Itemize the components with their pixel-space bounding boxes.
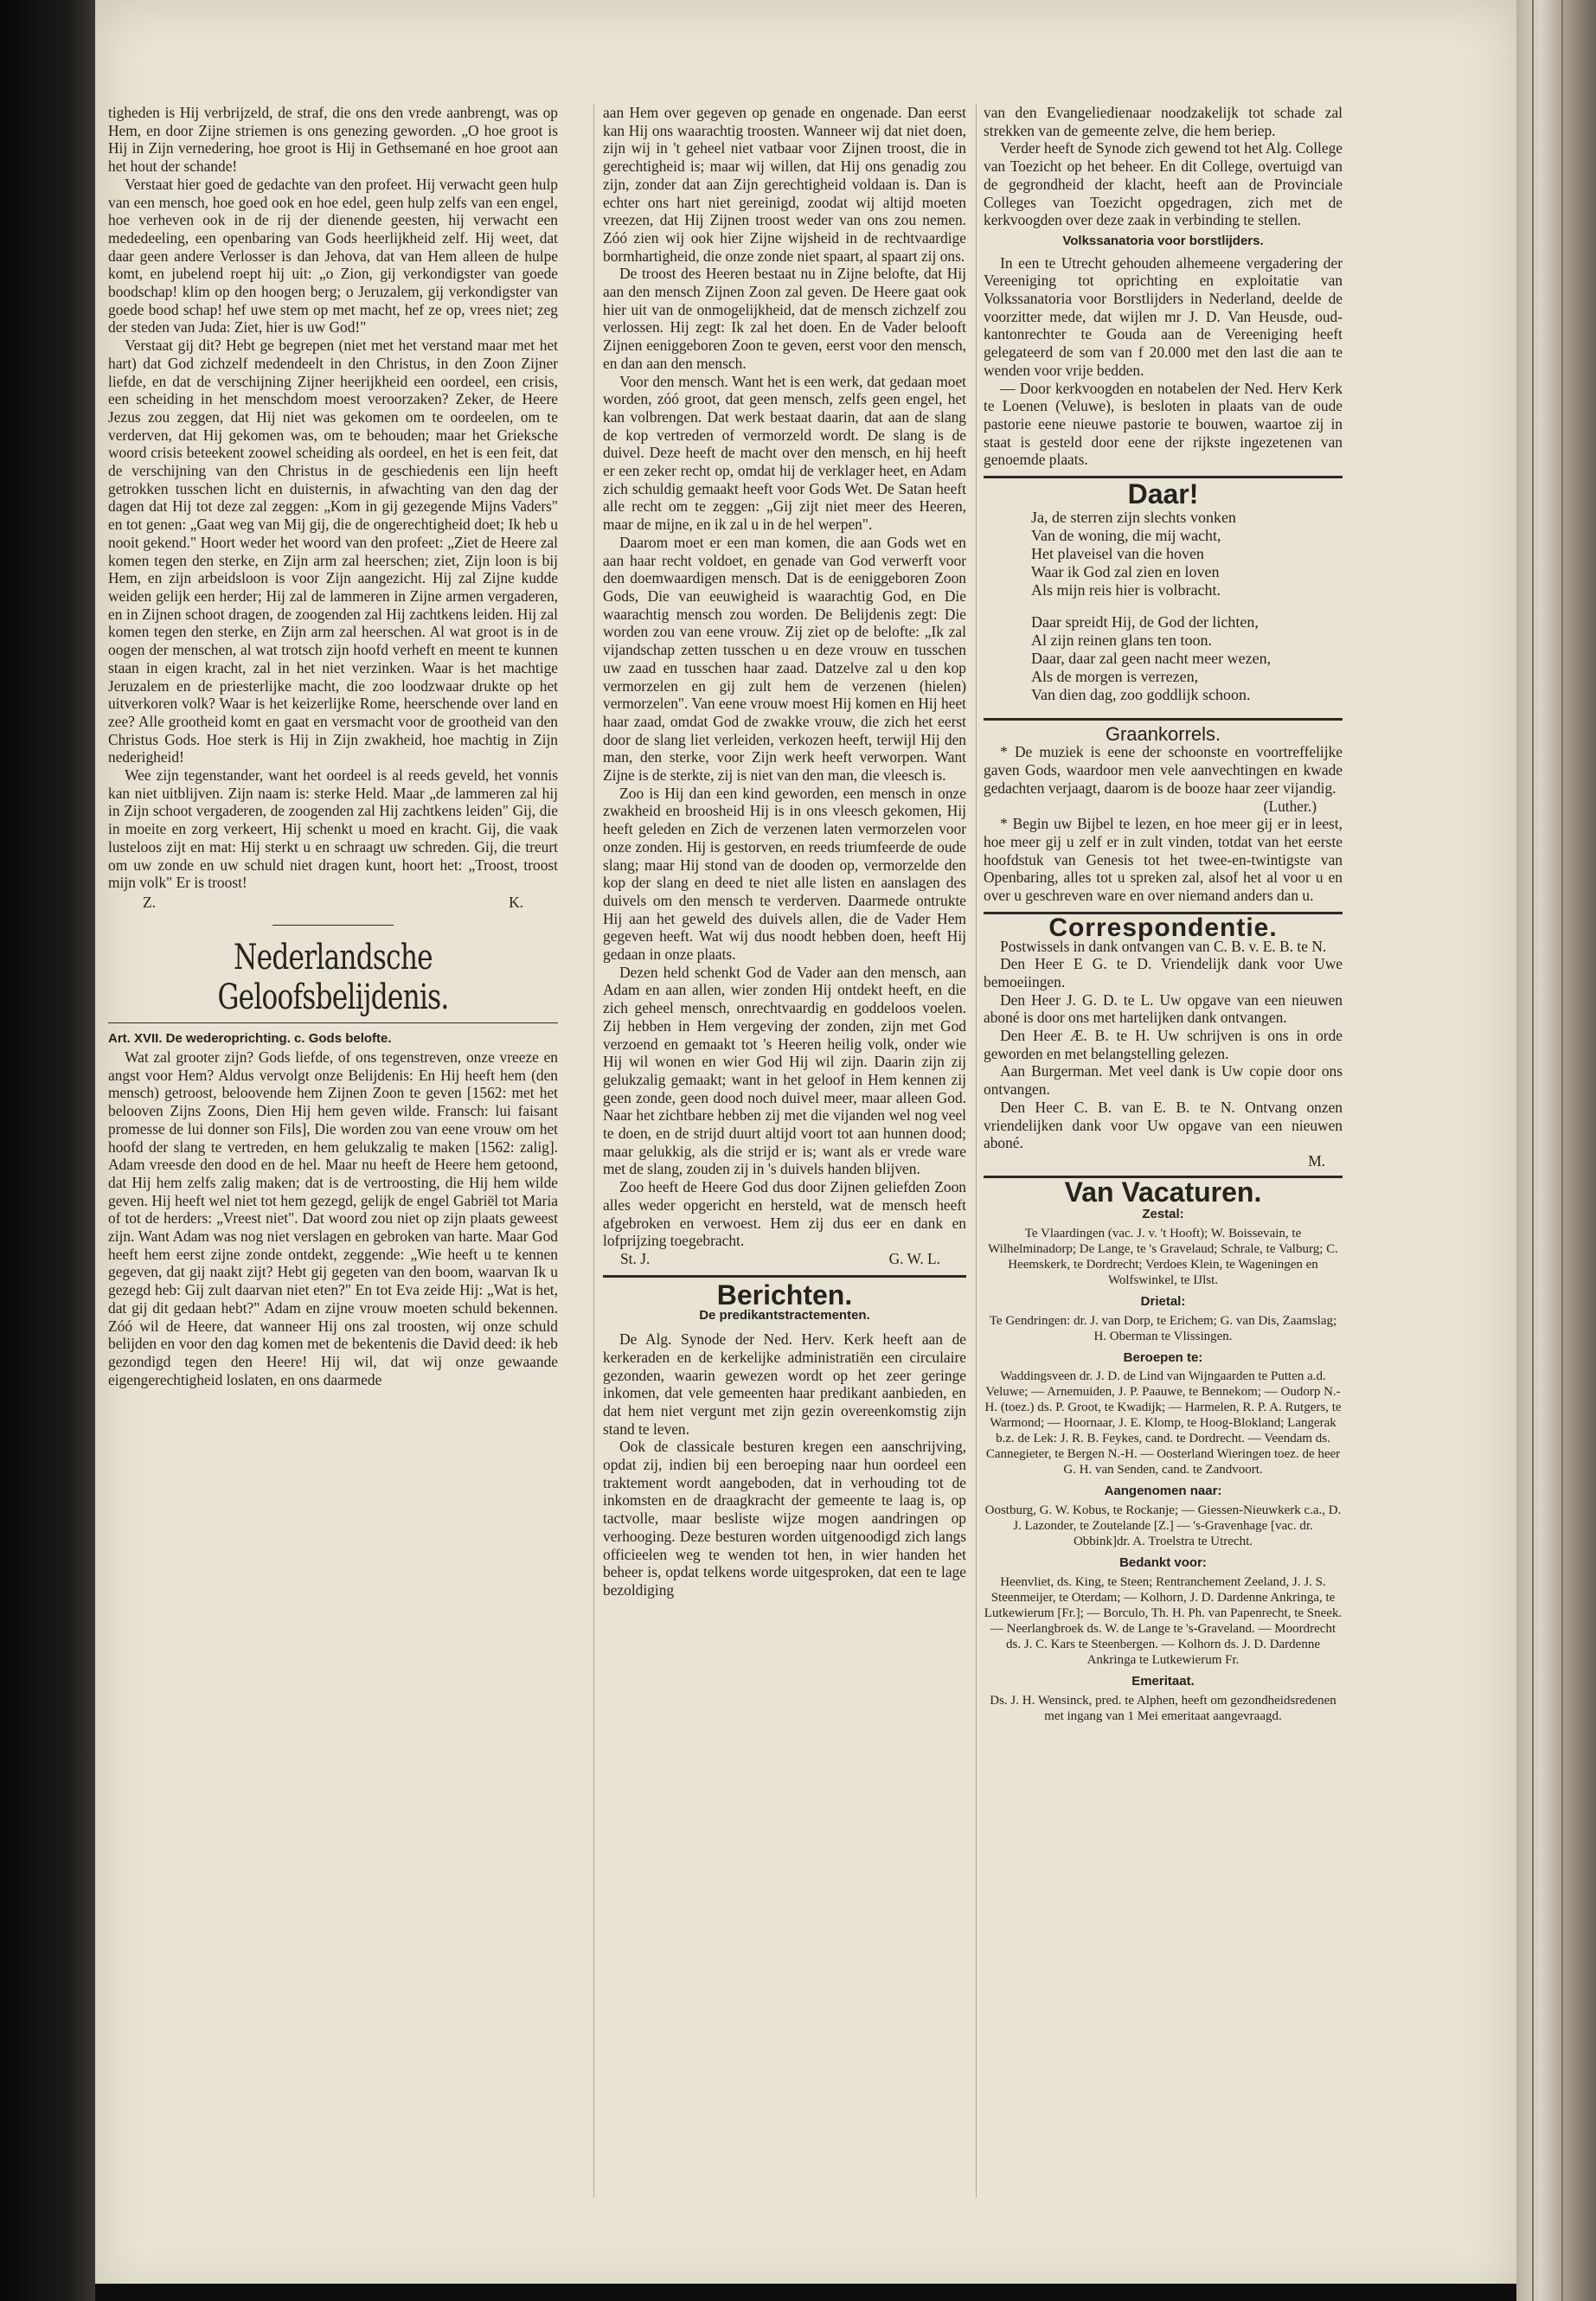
scan-left-edge	[0, 0, 95, 2301]
paragraph: Voor den mensch. Want het is een werk, dat gedaan moet worden, zóó groot, dat geen mensch, zelfs geen engel, het kan volbrengen. Dat werk bestaat daarin, dat aan de slang de kop vertreden of vermorzeld wordt. De slang is de duivel. Deze heeft de macht over den mensch, en hij heeft er een zeker recht op, omdat hij de verklager heet, en Adam zich schuldig gemaakt heeft voor Gods Wet. De Satan heeft alle recht om te zeggen: „Gij zijt niet meer des Heeren, maar de mijne, en ik zal u in de hel werpen".	[603, 372, 966, 534]
column-1	[108, 104, 558, 1388]
binding-line	[1561, 0, 1563, 2301]
article-signature	[108, 894, 558, 912]
vacancy-text: Te Gendringen: dr. J. van Dorp, te Erichem; G. van Dis, Zaamslag; H. Oberman te Vlissingen.	[989, 1313, 1337, 1343]
vacancy-heading: Drietal:	[1140, 1294, 1186, 1310]
paragraph: aan Hem over gegeven op genade en ongenade. Dan eerst kan Hij ons waarachtig troosten. Wanneer wij dat niet doen, zijn wij in 't geheel niet vatbaar voor Zijnen troost, die in gerechtigheid is; maar wij willen, dat Hij ons genadig zou zijn, zonder dat aan Zijn gerechtigheid voldaan is. Dan is echter ons hart niet gereinigd, zoodat wij altijd moeten vreezen, dat Hij Zijnen troost weder van ons zou nemen. Zóó zien wij ook hier Zijne wijsheid in de rechtvaardige bormhartigheid, die onze zonde niet spaart, al spaart zij ons.	[603, 104, 966, 265]
poem-title: Daar!	[1127, 478, 1199, 510]
paragraph: Zoo is Hij dan een kind geworden, een mensch in onze zwakheid en broosheid Hij is in ons vleesch gekomen, Hij heeft geleden en Zich de verzenen laten vermorzelen voor onze zonden. Hij is gestorven, en reeds triumfeerde de oude slang; maar Hij stond van de dooden op, vermorzelde den kop der slang en deed te niet alle listen en aanslagen des duivels om den mensch te verderven. Daarmede ontrukte Hij aan het geweld des duivels allen, die de Vader Hem gegeven heeft. Wat wij dus noodt hebben doen, heeft Hij gedaan in onze plaats.	[603, 784, 966, 964]
paragraph: Den Heer J. G. D. te L. Uw opgave van een nieuwen aboné is door ons met hartelijken dank ontvangen.	[984, 990, 1343, 1027]
paragraph: Aan Burgerman. Met veel dank is Uw copie door ons ontvangen.	[984, 1062, 1343, 1099]
vacancy-heading: Zestal:	[1142, 1207, 1184, 1222]
section-title: Berichten.	[716, 1279, 853, 1311]
vacancy-text: Ds. J. H. Wensinck, pred. te Alphen, heeft om gezondheidsredenen met ingang van 1 Mei emeritaat aangevraagd.	[990, 1693, 1336, 1723]
scan-bottom-edge	[95, 2284, 1516, 2301]
paragraph: Dezen held schenkt God de Vader aan den mensch, aan Adam en aan allen, wier zonden Hij ontdekt heeft, en die zich geheel mensch, onrechtvaardig en goddeloos voelen. Zij hebben in Hem vergeving der zonden, zijn met God verzoend en gemaakt tot 's Heeren heilig volk, onder wie Hij wil wonen en wier God Hij wil zijn. Daarin zijn zij gelukzalig gemaakt; want in het geloof in Hem kennen zij geen zonde, geen dood noch duivel meer, maar alleen God. Naar het zichtbare hebben zij met die vijanden wel nog veel te doen, en de strijd duurt altijd voort tot aan hunnen dood; maar gelukkig, als die strijd er is; want als er vrede ware met de slang, zouden zij in 's duivels handen blijven.	[603, 963, 966, 1178]
paragraph: van den Evangeliedienaar noodzakelijk tot schade zal strekken van de gemeente zelve, die hem beriep.	[984, 104, 1343, 139]
vacancy-text: Oostburg, G. W. Kobus, te Rockanje; — Giessen-Nieuwkerk c.a., D. J. Lazonder, te Zoutelande [Z.] — 's-Gravenhage [vac. dr. Obbink]dr. A. Troelstra te Utrecht.	[984, 1503, 1342, 1549]
section-rule	[603, 1275, 966, 1278]
vacancy-text: Heenvliet, ds. King, te Steen; Rentranchement Zeeland, J. J. S. Steenmeijer, te Oterdam; — Kolhorn, J. D. Dardenne Ankringa, te Lutkewierum [Fr.]; — Borculo, Th. H. Ph. van Papenrecht, te Sneek. — Neerlangbroek ds. W. de Lange te 's-Graveland. — Moordrecht ds. J. C. Kars te Steenbergen. — Kolhorn ds. J. D. Dardenne Ankringa te Lutkewierum Fr.	[984, 1574, 1343, 1667]
column-2	[603, 104, 966, 1599]
column-3	[984, 104, 1343, 1724]
paragraph: De troost des Heeren bestaat nu in Zijne belofte, dat Hij aan den mensch Zijnen Zoon zal geven. De Heere gaat ook hier uit van de onmogelijkheid, dat de mensch zichzelf zou verlossen. Hij zegt: Ik zal het doen. En de Vader belooft Zijnen eeniggeboren Zoon te geven, eerst voor den mensch, en dan aan den mensch.	[603, 265, 966, 372]
section-title: Van Vacaturen.	[1064, 1176, 1262, 1208]
binding-line	[1532, 0, 1534, 2301]
section-divider	[108, 915, 558, 933]
section-title: Nederlandsche Geloofsbelijdenis.	[217, 938, 449, 1018]
paragraph: Wee zijn tegenstander, want het oordeel is al reeds geveld, het vonnis kan niet uitblijven. Zijn naam is: sterke Held. Maar „de lammeren zal hij in Zijn schoot vergaderen, de zoogenden zal Hij zachtkens leiden" Gij, die in moeite en zorg verkeert, Hij schenkt u moed en kracht. Gij, die vaak lusteloos zijt en mat: Hij sterkt u en schraagt uw schreden. Gij, die treurt om uw zonde en uw schuld niet dragen kunt, hoort het: „Troost, troost mijn volk" Er is troost!	[108, 766, 558, 892]
paragraph: * Begin uw Bijbel te lezen, en hoe meer gij er in leest, hoe meer gij u zelf er in zult vinden, totdat van het eerste hoofdstuk van Genesis tot het twee-en-twintigste van Openbaring, alles tot u spreken zal, alsof het al voor u en over u geschreven ware en over niemand anders dan u.	[984, 815, 1343, 905]
vacancy-heading: Bedankt voor:	[1119, 1555, 1207, 1571]
paragraph: * De muziek is eene der schoonste en voortreffelijke gaven Gods, waardoor men vele aanvechtingen en kwade gedachten verjaagt, daarom is de booze haar zeer vijandig.	[984, 743, 1343, 797]
vacancy-heading: Aangenomen naar:	[1104, 1484, 1222, 1499]
signature-initial: K.	[509, 893, 523, 911]
vacancy-heading: Emeritaat.	[1131, 1673, 1195, 1689]
paragraph: Verder heeft de Synode zich gewend tot het Alg. College van Toezicht op het beheer. En dit College, overtuigd van de gegrondheid der klacht, heeft aan de Provinciale Colleges van Toezicht opgedragen, zich met de kerkvoogden over deze zaak in verbinding te stellen.	[984, 139, 1343, 229]
signature-initial: Z.	[143, 893, 156, 911]
poem-stanza: Daar spreidt Hij, de God der lichten, Al zijn reinen glans ten toon. Daar, daar zal geen nacht meer wezen, Als de morgen is verrezen, Van dien dag, zoo goddlijk schoon.	[1031, 612, 1272, 703]
paragraph: Den Heer C. B. van E. B. te N. Ontvang onzen vriendelijken dank voor Uw opgave van een nieuwen aboné.	[984, 1098, 1343, 1152]
column-separator	[976, 104, 977, 2197]
vacancy-text: Waddingsveen dr. J. D. de Lind van Wijngaarden te Putten a.d. Veluwe; — Arnemuiden, J. P. Paauwe, te Bennekom; — Oudorp N.-H. (toez.) ds. P. Groot, te Kwadijk; — Harmelen, R. P. A. Rutgers, te Warmond; — Hoornaar, J. E. Klomp, te Hoog-Blokland; Langerak b.z. de Lek: J. R. B. Feykes, cand. te Dordrecht. — Veendam ds. Cannegieter, te Bergen N.-H. — Oosterland Wieringen toez. de heer G. H. van Senden, cand. te Zandvoort.	[984, 1369, 1342, 1477]
paragraph: Den Heer Æ. B. te H. Uw schrijven is ons in orde geworden en met belangstelling gelezen.	[984, 1027, 1343, 1062]
section-subtitle: Volkssanatoria voor borstlijders.	[1062, 233, 1264, 248]
poem-stanza: Ja, de sterren zijn slechts vonken Van de woning, die mij wacht, Het plaveisel van die hoven Waar ik God zal zien en loven Als mijn reis hier is volbracht.	[1031, 508, 1236, 599]
article-signature	[603, 1250, 966, 1268]
paragraph: Wat zal grooter zijn? Gods liefde, of ons tegenstreven, onze vreeze en angst voor Hem? Aldus vervolgt onze Belijdenis: En Hij heeft hem (den mensch) getroost, beloovende hem Zijnen Zoon te geven [1562: met het belooven Zijns Zoons, Dien Hij hem geven wilde. Fransch: lui faisant promesse de lui donner son Fils], Die worden zou van eene vrouw om het hoofd der slang te vertreden, en hem gelukzalig te maken [1562: zalig]. Adam vreesde den dood en de hel. Maar nu heeft de Heere hem getoond, dat Hij hem zelfs zalig maken; dat is de vertroosting, die Hij hem wilde geven. Hij heeft wel niet tot hem gezegd, gelijk de engel Gabriël tot Maria of tot de herders: „Vreest niet". Dat woord zou niet op zijn plaats geweest zijn. Want Adam was nog niet verslagen en gebroken van harte. Maar God heeft hem eerst zijne zonde ontdekt, zeggende: „Wie heeft u te kennen gegeven, dat gij naakt zijt? Hebt gij gegeten van den boom, waarvan Ik u gezegd heb: Gij zult daarvan niet eten?" En tot Eva zeide Hij: „Wat is het, dat gij dit gedaan hebt?" Adam en zijne vrouw moeten schuld bekennen. Zóó wil de Heere, dat wanneer Hij ons zal troosten, wij onze schuld belijden en voor den dag komen met de bekentenis die David deed: ik heb gezondigd tegen den Heere! Hij wil, dat wij onze gewaande eigengerechtigheid loslaten, en ons daarmede	[108, 1048, 558, 1388]
section-title: Graankorrels.	[1105, 722, 1221, 745]
vacancy-heading: Beroepen te:	[1123, 1349, 1203, 1365]
paragraph: De Alg. Synode der Ned. Herv. Kerk heeft aan de kerkeraden en de kerkelijke administratiën een circulaire gezonden, waarin gewezen wordt op het zeer geringe inkomen, dat vele gemeenten haar predikant aanbieden, en dat hem niet vergunt met zijn gezin overeenkomstig zijn stand te leven.	[603, 1330, 966, 1438]
paragraph: Verstaat hier goed de gedachte van den profeet. Hij verwacht geen hulp van een mensch, hoe goed ook en hoe edel, geen hulp zelfs van een engel, hoe verheven ook in de rij der dienende geesten, hij verwacht een mededeeling, een openbaring van Gods heerlijkheid zelf. Hij weet, dat daar geen andere Verlosser is dan Jehova, dat van Hem alleen de hulpe komt, en jubelend roept hij uit: „o Zion, gij verkondigster van goede boodschap! klim op den hoogen berg; o Jeruzalem, gij verkondigster van goede bood schap! hef uwe stem op met macht, hef ze op, vrees niet; zeg der steden van Juda: Ziet, hier is uw God!"	[108, 175, 558, 336]
correspondence-signature: M.	[1308, 1151, 1325, 1170]
vacancy-text: Te Vlaardingen (vac. J. v. 't Hooft); W. Boissevain, te Wilhelminadorp; De Lange, te 's Gravelaud; Schrale, te Valburg; C. Heemskerk, te Dordrecht; Verdoes Klein, te Wageningen en Wolfswinkel, te IJlst.	[988, 1227, 1338, 1288]
paragraph: Verstaat gij dit? Hebt ge begrepen (niet met het verstand maar met het hart) dat God zichzelf medendeelt in den Christus, in den Zoon Zijner liefde, en dat de verschijning Zijner heerijkheid een oordeel, een crisis, een scheiding in het menschdom moest veroorzaken? Zeker, de Heere Jezus zou zeggen, dat Hij niet was gekomen om te oordeelen, om te verderven, dat Hij gekomen was, om te behouden; maar het Grieksche woord crisis beteekent zoowel scheiding als oordeel, en het is een feit, dat de verschijning van den Christus in de geschiedenis een lijn heeft getrokken tusschen licht en duisternis, in afwachting van den dag der dagen dat Hij tot deze zal zeggen: „Kom in gij gezegende Mijns Vaders" en tot genen: „Gaat weg van Mij gij, die de ongerechtigheid doet; Ik heb u nooit gekend." Hoort weder het woord van den profeet: „Ziet de Heere zal komen tegen den sterke, en Zijn arm zal heerschen; ziet, Zijn loon is bij Hem, en zijn arbeidsloon is voor Zijn aangezicht. Hij zal Zijne kudde weiden gelijk een herder; Hij zal de lammeren in Zijne armen vergaderen, en in Zijnen schoot dragen, de zoogenden zal Hij zachtkens leiden. Hij zal komen tegen den sterke, en Zijn arm zal heerschen. Al wat groot is in de oogen der menschen, al wat trotsch zijn hoofd verheft en meent te kunnen staan in eigen kracht, zal in het niet verzinken. Waar is het machtige Jeruzalem en de priesterlijke macht, die zoo loodzwaar drukte op het uitverkoren volk? Waar is het keizerlijke Rome, heerschende over land en zee? Alle grootheid komt en gaat en versmacht voor de grootheid van den Christus Gods. Hoe sterk is Hij in Zijn zwakheid, hoe machtig in Zijn nederigheid!	[108, 336, 558, 766]
column-separator	[593, 104, 594, 2197]
book-binding-edge	[1516, 0, 1596, 2301]
paragraph: Ook de classicale besturen kregen een aanschrijving, opdat zij, indien bij een beroeping naar hun oordeel een traktement wordt aangeboden, dat in verhouding tot de inkomsten en de draagkracht der gemeente te laag is, op tactvolle, maar besliste wijze mogen aandringen op verhooging. Deze besturen worden uitgenoodigd zich langs officieelen weg te wenden tot hen, in wier handen het beheer is, opdat telkens worde uitgesproken, dat een te lage bezoldiging	[603, 1438, 966, 1599]
paragraph: tigheden is Hij verbrijzeld, de straf, die ons den vrede aanbrengt, was op Hem, en door Zijne striemen is ons genezing geworden. „O hoe groot is Hij in Zijn vernedering, hoe groot is Hij in Gethsemané en hoe groot aan het hout der schande!	[108, 104, 558, 176]
article-heading: Art. XVII. De wederoprichting. c. Gods belofte.	[108, 1031, 392, 1047]
paragraph: Daarom moet er een man komen, die aan Gods wet en aan haar recht voldoet, en genade van God verwerft voor den doemwaardigen mensch. Dat is de eeniggeboren Zoon Gods, Die van eeuwigheid is waarachtig God, en Die waarachtig mensch zou worden. De Belijdenis zegt: Die worden zou van eene vrouw. Zij ziet op de belofte: „Ik zal vijandschap zetten tusschen u en deze vrouw en tusschen uw zaad en tusschen haar zaad. Datzelve zal u den kop vermorzelen en gij zult hem de verzenen (hielen) vermorzelen". Van eene vrouw moest Hij komen en Hij heet haar zaad, omdat God de zwakke vrouw, die zich het eerst door de slang liet verleiden, verkozen heeft, terwijl Hij den man, den sterke, voor Zijn werk heeft verworpen. Want Zijne is de sterkte, zij is niet van den man, die vleesch is.	[603, 533, 966, 785]
paragraph: In een te Utrecht gehouden alhemeene vergadering der Vereeniging tot oprichting en exploitatie van Volkssanatoria voor Borstlijders in Nederland, deelde de voorzitter mede, dat wijlen mr J. D. Van Heusde, oud-kantonrechter te Gouda aan de Vereeniging heeft gelegateerd de som van f 20.000 met den last die aan te wenden voor vrije bedden.	[984, 253, 1343, 379]
paragraph: Postwissels in dank ontvangen van C. B. v. E. B. te N.	[1000, 937, 1327, 955]
paragraph: Zoo heeft de Heere God dus door Zijnen geliefden Zoon alles weder opgericht en hersteld, wat de mensch heeft afgebroken en verwoest. Hem zij dus eer en dank en lofprijzing toegebracht.	[603, 1178, 966, 1250]
section-subtitle: De predikantstractementen.	[699, 1308, 870, 1324]
signature-initial: St. J.	[620, 1250, 651, 1267]
paragraph: Den Heer E G. te D. Vriendelijk dank voor Uwe bemoeiingen.	[984, 955, 1343, 990]
quote-attribution: (Luther.)	[1263, 797, 1317, 815]
section-rule	[984, 718, 1343, 721]
title-underline	[108, 1022, 558, 1023]
section-title: Correspondentie.	[1048, 913, 1278, 942]
signature-initial: G. W. L.	[888, 1250, 940, 1267]
paragraph: — Door kerkvoogden en notabelen der Ned. Herv Kerk te Loenen (Veluwe), is besloten in plaats van de oude pastorie eene nieuwe pastorie te bouwen, waartoe zij in staat is gesteld door eene der rijkste ingezetenen van genoemde plaats.	[984, 379, 1343, 469]
